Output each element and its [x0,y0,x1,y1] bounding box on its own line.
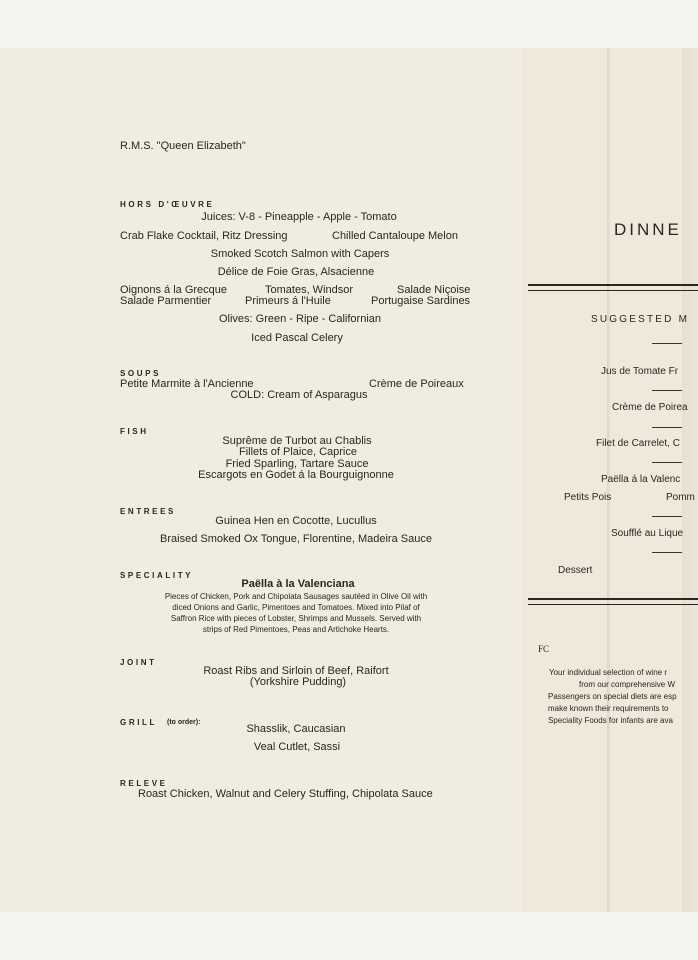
footnote-line: from our comprehensive W [579,680,676,689]
speciality-description: Pieces of Chicken, Pork and Chipolata Sausages sautéed in Olive Oil with [164,592,428,601]
menu-item: Crème de Poireaux [369,378,464,390]
section-heading-fish: FISH [120,427,149,436]
suggested-menu-heading: SUGGESTED M [591,314,690,325]
ship-name: R.M.S. "Queen Elizabeth" [120,140,246,152]
menu-item: Portugaise Sardines [371,295,471,307]
menu-item: Primeurs á l'Huile [245,295,331,307]
page-edge [682,48,698,912]
suggested-item: Crème de Poirea [612,402,688,413]
section-heading-grill: GRILL [120,718,157,727]
scan-top-margin [0,0,698,48]
menu-item: Tomates, Windsor [265,284,354,296]
printer-code: FC [538,644,550,654]
divider-dash [652,552,682,553]
speciality-description: strips of Red Pimentoes, Peas and Artichoke Hearts. [202,625,390,634]
divider-dash [652,343,682,344]
menu-item: Délice de Foie Gras, Alsacienne [217,266,375,278]
suggested-item: Soufflé au Lique [611,528,684,539]
menu-item: Veal Cutlet, Sassi [253,741,341,753]
divider-dash [652,462,682,463]
suggested-side: Pomm [666,492,695,503]
suggested-item: Jus de Tomate Fr [601,366,679,377]
menu-item: Fillets of Plaice, Caprice [239,446,357,458]
section-heading-speciality: SPECIALITY [120,571,194,580]
menu-item: Iced Pascal Celery [251,332,343,344]
divider-dash [652,427,682,428]
dinner-title: DINNE [614,220,682,239]
suggested-item: Filet de Carrelet, C [596,438,680,449]
menu-item: Suprême de Turbot au Chablis [222,435,372,447]
suggested-side: Petits Pois [564,492,612,503]
grill-note: (to order): [167,719,201,726]
scan-bottom-margin [0,912,698,960]
divider-dash [652,390,682,391]
divider-dash [652,516,682,517]
menu-item: COLD: Cream of Asparagus [230,389,368,401]
menu-item: Roast Chicken, Walnut and Celery Stuffing, Chipolata Sauce [138,788,433,800]
speciality-description: diced Onions and Garlic, Pimentoes and Tomatoes. Mixed into Pilaf of [172,603,420,612]
menu-item: Salade Niçoise [397,284,471,296]
menu-item: Fried Sparling, Tartare Sauce [225,458,369,470]
section-heading-joint: JOINT [120,658,157,667]
section-heading-hors-doeuvre: HORS D'ŒUVRE [120,200,215,209]
menu-item: (Yorkshire Pudding) [249,676,347,688]
menu-item: Shasslik, Caucasian [246,723,346,735]
speciality-description: Saffron Rice with pieces of Lobster, Shrimps and Mussels. Served with [170,614,422,623]
double-rule-top [528,284,698,286]
speciality-title: Paëlla à la Valenciana [241,578,355,590]
menu-item: Salade Parmentier [120,295,212,307]
footnote-line: Speciality Foods for infants are ava [548,716,673,725]
section-heading-soups: SOUPS [120,369,162,378]
menu-item: Petite Marmite à l'Ancienne [120,378,254,390]
menu-item: Olives: Green - Ripe - Californian [218,313,382,325]
menu-item: Guinea Hen en Cocotte, Lucullus [215,515,377,527]
footnote-line: Your individual selection of wine r [549,668,667,677]
footnote-line: Passengers on special diets are esp [548,692,677,701]
menu-item: Smoked Scotch Salmon with Capers [210,248,390,260]
menu-item: Escargots en Godet á la Bourguignonne [198,469,394,481]
suggested-dessert: Dessert [558,565,593,576]
suggested-item: Paëlla á la Valenc [601,474,681,485]
footnote-line: make known their requirements to [548,704,669,713]
section-heading-entrees: ENTREES [120,507,176,516]
menu-item: Crab Flake Cocktail, Ritz Dressing [120,230,288,242]
double-rule-bottom-thin [528,604,698,605]
double-rule-bottom [528,598,698,600]
section-heading-releve: RELEVE [120,779,168,788]
double-rule-top-thin [528,290,698,291]
menu-item: Braised Smoked Ox Tongue, Florentine, Madeira Sauce [160,533,432,545]
menu-item: Roast Ribs and Sirloin of Beef, Raifort [203,665,389,677]
menu-item: Juices: V-8 - Pineapple - Apple - Tomato [201,211,397,223]
menu-item: Oignons á la Grecque [120,284,228,296]
menu-item: Chilled Cantaloupe Melon [332,230,458,242]
